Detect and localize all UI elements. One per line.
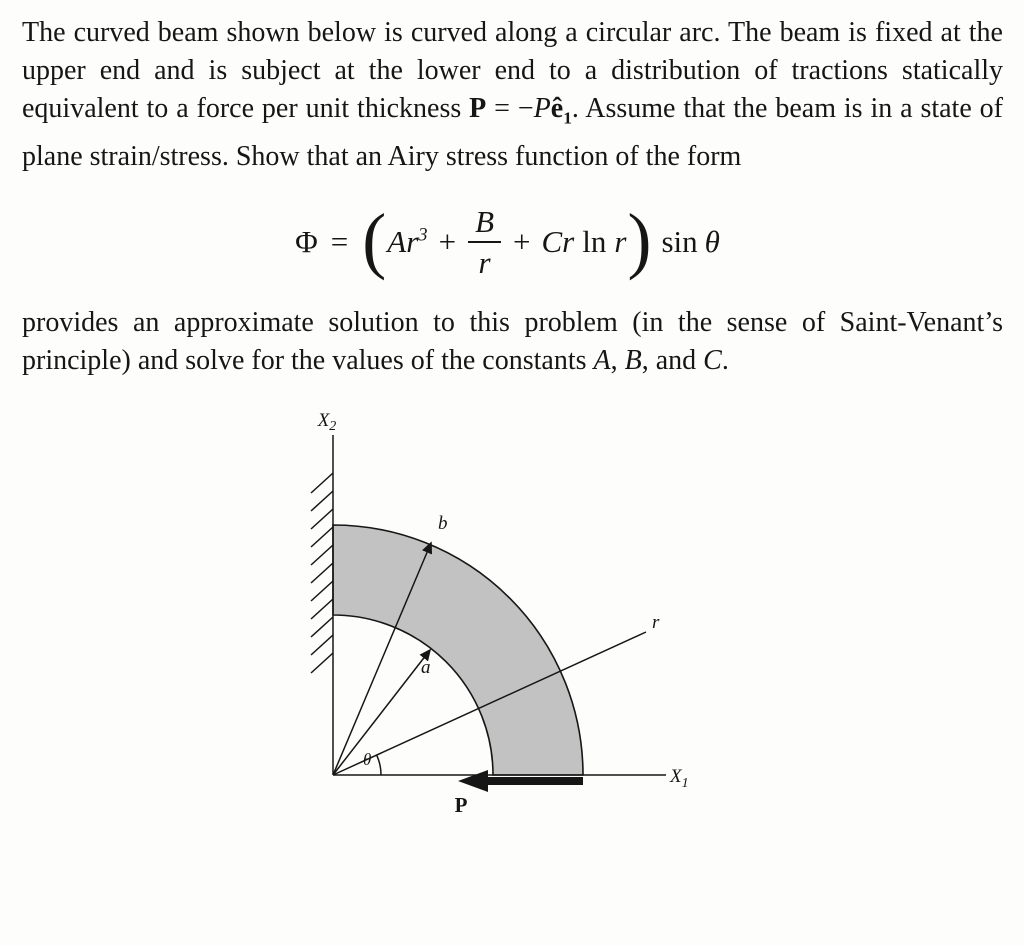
x1-axis-label: $X_1$ [670,765,689,791]
eq-r3: r [614,224,627,260]
eq-term-Crlnr [541,224,627,260]
eq-left-paren: ( [362,198,387,281]
eq-r1: r [406,224,419,260]
eq-denominator-r: r [468,241,501,278]
problem-statement-paragraph-1 [22,14,1003,176]
curved-beam-diagram [278,410,748,828]
airy-stress-function-equation [22,198,993,281]
eq-ln: ln [582,224,607,260]
eq-numerator-B: B [475,203,494,239]
eq-plus-1: + [438,224,457,260]
p2-end: . [721,344,729,376]
curved-beam-figure [278,410,748,833]
unit-vector-subscript: 1 [563,108,572,128]
p2-sep2: , and [641,344,704,376]
eq-exponent: 3 [418,224,428,246]
vector-P: P [469,93,487,124]
p2-text-a: provides an approximate solution to this problem (in the sense of Saint-Venant’s principle) and solve for the values of the constants [22,306,1003,376]
x2-axis-label: $X_2$ [317,409,337,434]
p1-equals: = − [486,93,534,124]
inner-radius-arrow [333,650,430,775]
inner-radius-label: a [421,656,431,678]
eq-right-paren: ) [627,198,652,281]
r-axis-label: r [652,611,660,633]
beam-cross-section [333,525,583,775]
theta-label: θ [363,749,372,769]
p1-text-a: The curved beam shown below is curved along a circular arc. The beam is fixed at the upper end and is subject at the lower end to a distribution of tractions statically equivalent to a force per unit thickness [22,17,1003,124]
eq-C: C [541,224,563,260]
eq-phi: Φ [295,224,318,260]
eq-plus-2: + [513,224,531,260]
theta-angle-arc [377,754,381,774]
eq-term-Ar3 [387,224,428,260]
eq-fraction-B-over-r [468,203,501,280]
eq-equals: = [330,224,349,260]
force-label: P [454,792,468,817]
unit-vector-e-hat: ê [550,93,564,124]
scalar-P: P [533,93,551,124]
constant-B: B [624,344,642,376]
constant-A: A [593,344,611,376]
constant-C: C [703,344,722,376]
fixed-wall-hatching [311,473,333,673]
eq-A: A [387,224,407,260]
problem-statement-paragraph-2 [22,304,1003,380]
eq-theta: θ [704,224,720,260]
p1-text-b: . Assume that the beam is in a state of plane strain/stress. Show that an Airy stress function of the form [22,93,1003,172]
eq-sin: sin [661,224,698,260]
eq-r2: r [562,224,575,260]
outer-radius-label: b [438,512,448,534]
p2-sep1: , [610,344,625,376]
